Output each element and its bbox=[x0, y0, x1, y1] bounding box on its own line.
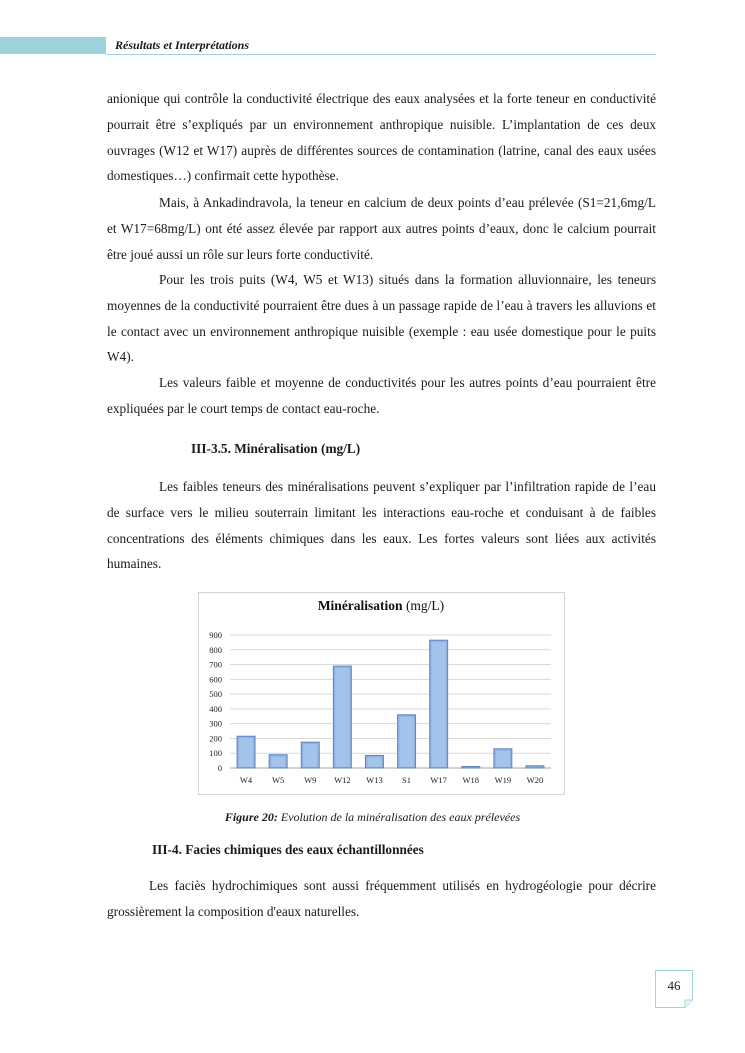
header-rule bbox=[106, 54, 656, 55]
x-tick-label: W17 bbox=[430, 775, 447, 785]
paragraph-2: Mais, à Ankadindravola, la teneur en calcium de deux points d’eau prélevée (S1=21,6mg/L et W17=68mg/L) ont été assez élevée par rapport aux autres points d’eaux, donc le calcium pourrait être joué aussi un rôle sur leurs forte conductivité. bbox=[107, 195, 656, 262]
bar-highlight-W5 bbox=[271, 757, 285, 767]
x-tick-label: W12 bbox=[334, 775, 351, 785]
y-tick-label: 700 bbox=[209, 659, 222, 670]
chart-title bbox=[318, 598, 444, 613]
bar-highlight-W9 bbox=[303, 744, 317, 767]
chart-title-bold: Minéralisation bbox=[317, 598, 403, 613]
bar-highlight-W12 bbox=[335, 668, 349, 767]
x-tick-label: W4 bbox=[239, 775, 253, 785]
paragraph-6: Les faciès hydrochimiques sont aussi fréquemment utilisés en hydrogéologie pour décrire grossièrement la composition d'eaux naturelles. bbox=[107, 878, 656, 919]
x-tick-label: W5 bbox=[272, 775, 285, 785]
x-tick-label: S1 bbox=[402, 775, 412, 785]
bar-W20 bbox=[526, 766, 544, 768]
x-tick-label: W19 bbox=[494, 775, 512, 785]
running-header: Résultats et Interprétations bbox=[115, 38, 250, 52]
figure-label: Figure 20: bbox=[224, 810, 278, 824]
y-tick-label: 400 bbox=[209, 703, 222, 714]
chart-svg bbox=[199, 593, 564, 794]
chart-title-rest: (mg/L) bbox=[402, 598, 445, 613]
y-tick-label: 500 bbox=[209, 689, 222, 700]
bar-highlight-S1 bbox=[400, 717, 414, 767]
y-tick-label: 800 bbox=[209, 644, 222, 655]
x-tick-label: W13 bbox=[366, 775, 383, 785]
paragraph-4: Les valeurs faible et moyenne de conductivités pour les autres points d’eau pourraient être expliquées par le court temps de contact eau-roche. bbox=[107, 375, 656, 416]
y-tick-label: 200 bbox=[209, 733, 222, 744]
bar-highlight-W17 bbox=[432, 642, 446, 767]
bar-W18 bbox=[462, 767, 480, 769]
figure-text: Evolution de la minéralisation des eaux prélevées bbox=[277, 810, 521, 824]
bar-highlight-W13 bbox=[367, 757, 381, 767]
y-tick-label: 900 bbox=[209, 630, 222, 640]
page-number: 46 bbox=[667, 978, 681, 993]
y-tick-label: 100 bbox=[209, 748, 222, 759]
y-tick-label: 600 bbox=[209, 674, 222, 685]
paragraph-3: Pour les trois puits (W4, W5 et W13) situés dans la formation alluvionnaire, les teneurs moyennes de la conductivité pourraient être dues à un passage rapide de l’eau à travers les alluvions et le contact avec un environnement anthropique nuisible (exemple : eau usée domestique pour le puits W4). bbox=[107, 272, 656, 365]
mineralisation-chart bbox=[198, 592, 565, 795]
paragraph-1: anionique qui contrôle la conductivité électrique des eaux analysées et la forte teneur en conductivité pourrait être s’expliqués par un environnement anthropique nuisible. L’implantation de ces deux ouvrages (W12 et W17) auprès de différentes sources de contamination (latrine, canal des eaux usées domestiques…) confirmait cette hypothèse. bbox=[107, 91, 656, 184]
x-tick-label: W9 bbox=[304, 775, 317, 785]
y-tick-label: 0 bbox=[217, 763, 222, 773]
bar-highlight-W19 bbox=[496, 751, 510, 767]
paragraph-5: Les faibles teneurs des minéralisations peuvent s’expliquer par l’infiltration rapide de l’eau de surface vers le milieu souterrain limitant les interactions eau-roche et conduisant à de faibles concentrations des éléments chimiques dans les eaux. Les fortes valeurs sont liées aux activités humaines. bbox=[107, 479, 656, 572]
header-accent-bar bbox=[0, 37, 106, 54]
section-heading: III-4. Facies chimiques des eaux échantillonnées bbox=[152, 842, 424, 857]
x-tick-label: W18 bbox=[462, 775, 480, 785]
y-tick-label: 300 bbox=[209, 718, 222, 729]
bar-highlight-W4 bbox=[239, 738, 253, 767]
x-tick-label: W20 bbox=[526, 775, 544, 785]
figure-caption bbox=[0, 810, 745, 825]
subsection-heading: III-3.5. Minéralisation (mg/L) bbox=[191, 441, 361, 456]
